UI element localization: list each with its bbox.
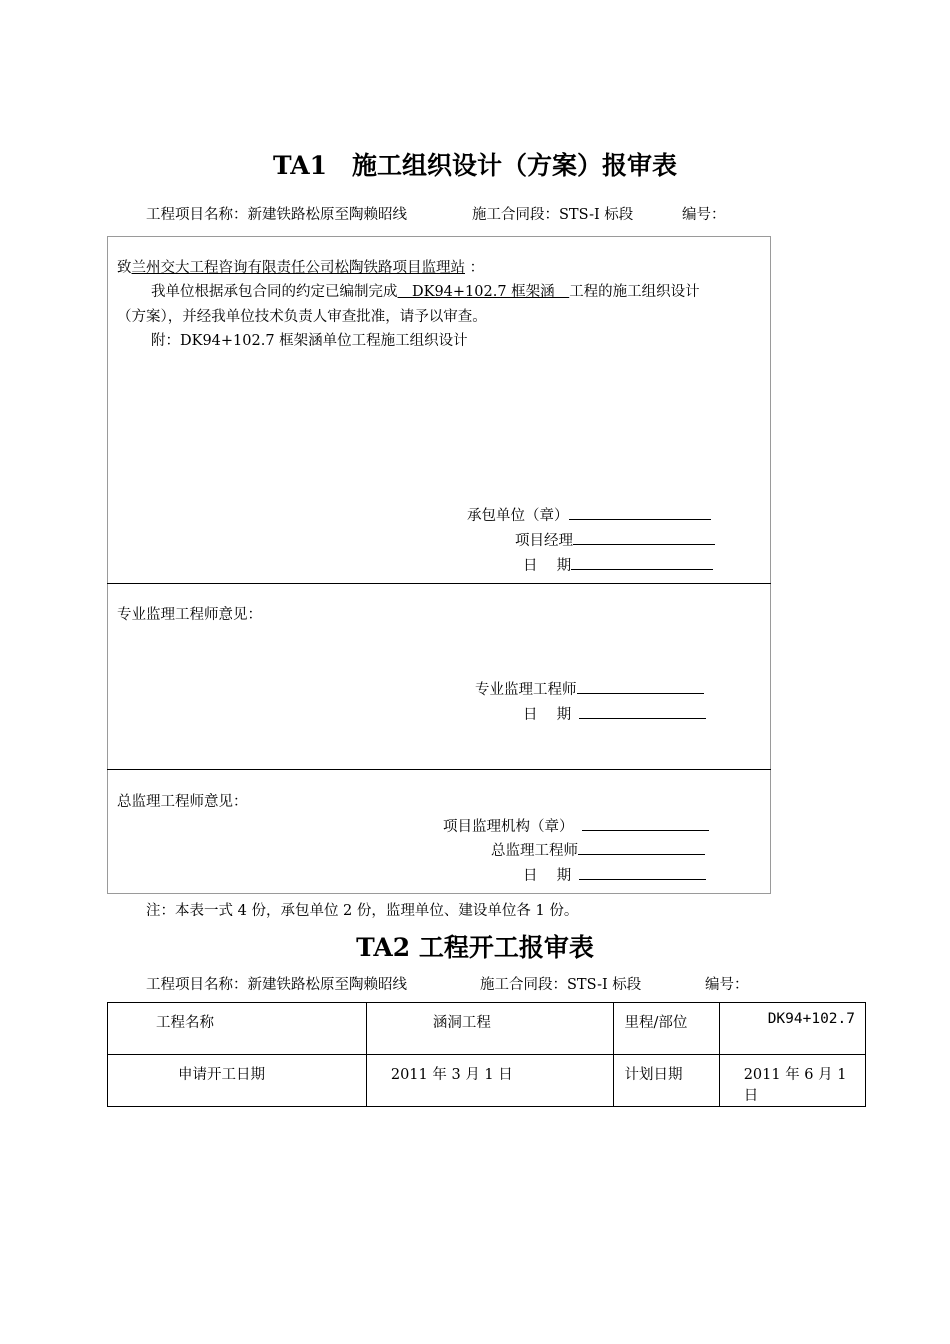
table-cell: 申请开工日期 <box>108 1055 367 1107</box>
table-row <box>108 1003 866 1055</box>
org-seal-row: 项目监理机构（章） <box>443 815 709 836</box>
contractor-signature-row: 承包单位（章） <box>467 504 711 525</box>
chief-opinion-label: 总监理工程师意见： <box>117 794 248 810</box>
ta2-project-name: 工程项目名称：新建铁路松原至陶赖昭线 <box>146 977 407 993</box>
specialist-opinion-label: 专业监理工程师意见： <box>117 607 262 623</box>
ta2-table <box>107 1002 866 1107</box>
ta1-attachment: 附：DK94+102.7 框架涵单位工程施工组织设计 <box>151 333 468 349</box>
ta1-title: TA1 施工组织设计（方案）报审表 <box>272 151 678 180</box>
ta2-title: TA2 工程开工报审表 <box>356 933 594 962</box>
chief-signature-line[interactable] <box>578 840 705 855</box>
ta2-contract-section: 施工合同段：STS-I 标段 <box>480 977 642 993</box>
manager-signature-line[interactable] <box>573 530 715 545</box>
chief-date-row: 日 期 <box>523 864 706 885</box>
table-cell: 涵洞工程 <box>366 1003 614 1055</box>
ta1-body-line2: （方案），并经我单位技术负责人审查批准，请予以审查。 <box>117 309 487 325</box>
ta1-body-item: DK94+102.7 框架涵 <box>397 284 570 300</box>
specialist-signature-row: 专业监理工程师 <box>475 678 704 699</box>
table-cell: 工程名称 <box>108 1003 367 1055</box>
table-cell: 计划日期 <box>614 1055 719 1107</box>
table-cell: 2011 年 3 月 1 日 <box>366 1055 614 1107</box>
specialist-date-line[interactable] <box>579 704 706 719</box>
ta2-number-label: 编号： <box>705 977 749 993</box>
chief-date-line[interactable] <box>579 865 706 880</box>
contractor-date-line[interactable] <box>571 555 713 570</box>
supervisor-org: 兰州交大工程咨询有限责任公司松陶铁路项目监理站 <box>131 260 465 276</box>
specialist-signature-line[interactable] <box>577 679 704 694</box>
ta1-contract-section: 施工合同段：STS-I 标段 <box>472 207 634 223</box>
table-cell: 里程/部位 <box>614 1003 719 1055</box>
contractor-date-row: 日 期 <box>523 554 713 575</box>
chief-signature-row: 总监理工程师 <box>491 839 705 860</box>
ta1-note: 注：本表一式 4 份，承包单位 2 份，监理单位、建设单位各 1 份。 <box>146 903 579 919</box>
ta1-divider-1 <box>107 583 771 584</box>
ta1-divider-2 <box>107 769 771 770</box>
table-cell: DK94+102.7 <box>719 1003 865 1055</box>
ta1-number-label: 编号： <box>682 207 726 223</box>
specialist-date-row: 日 期 <box>523 703 706 724</box>
org-seal-line[interactable] <box>582 816 709 831</box>
table-cell: 2011 年 6 月 1 日 <box>719 1055 865 1107</box>
table-row <box>108 1055 866 1107</box>
ta1-body-line1: 我单位根据承包合同的约定已编制完成 DK94+102.7 框架涵 工程的施工组织设计 <box>151 284 700 300</box>
manager-signature-row: 项目经理 <box>515 529 715 550</box>
ta1-addressee: 致兰州交大工程咨询有限责任公司松陶铁路项目监理站 ： <box>117 260 485 276</box>
contractor-signature-line[interactable] <box>569 505 711 520</box>
ta1-project-name: 工程项目名称：新建铁路松原至陶赖昭线 <box>146 207 407 223</box>
